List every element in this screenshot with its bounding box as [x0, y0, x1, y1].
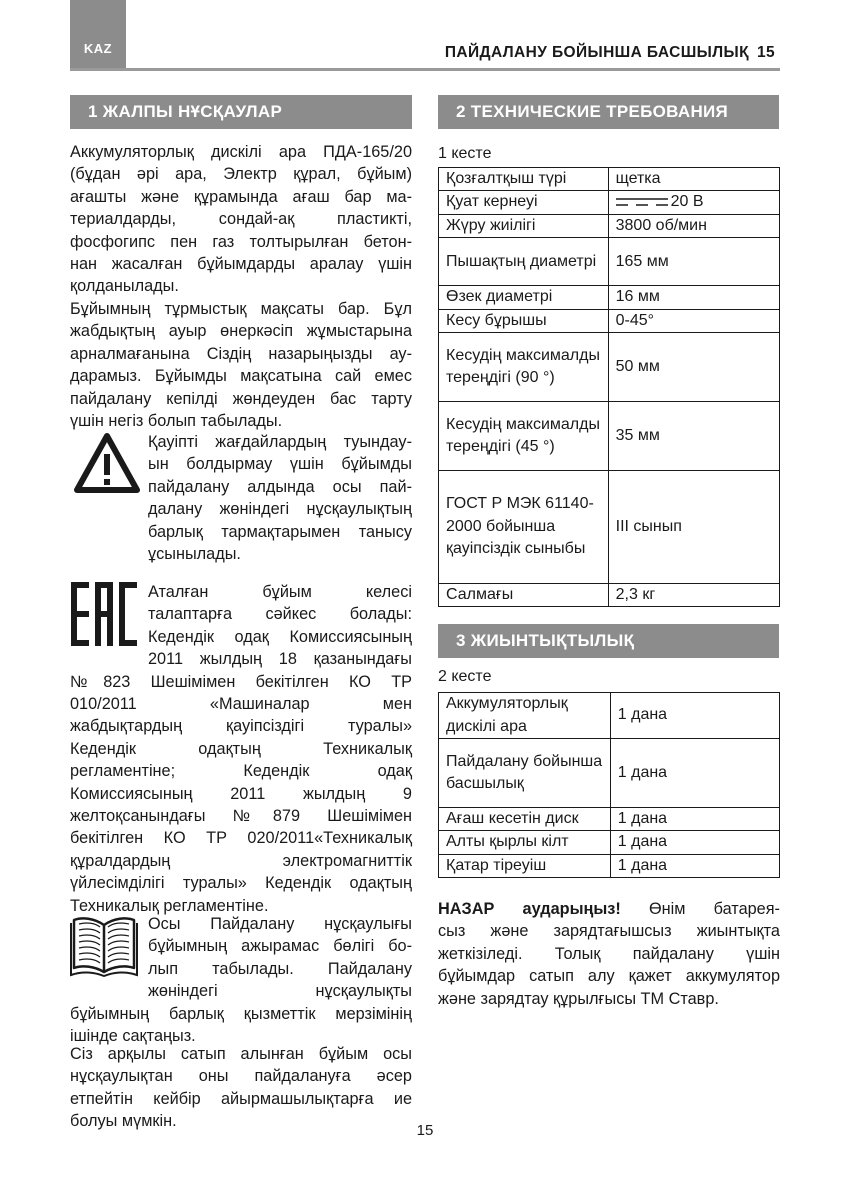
text-line: етпейтін кейбір айырмашылықтарға ие	[70, 1089, 412, 1108]
text-line: талаптарға сәйкес болады:	[148, 605, 412, 624]
qty-cell: 1 дана	[610, 854, 779, 877]
text-line: нұсқаулықтан оны пайдалануға әсер	[70, 1067, 412, 1086]
text-line: жеткізіледі. Толық пайдалану үшін	[438, 944, 780, 963]
attention-text: Өнім батарея-	[648, 900, 780, 918]
text-line: бұйымдар сатып алу қажет аккумулятор	[438, 967, 780, 986]
text-line: Кедендік одақтың Техникалық	[70, 739, 412, 758]
table-row	[439, 191, 780, 214]
param-cell: Пышақтың диаметрі	[439, 238, 609, 286]
text-line: ағашты және құрамында ағаш бар ма-	[70, 187, 412, 206]
item-cell: Аккумуляторлық дискілі ара	[439, 693, 611, 739]
page-header	[445, 44, 775, 62]
warning-triangle-icon	[73, 432, 141, 494]
param-cell: Салмағы	[439, 584, 609, 607]
language-tab	[70, 0, 126, 68]
text-line: үйлесімділігі туралы» Кедендік одақтың	[70, 874, 412, 893]
header-title: ПАЙДАЛАНУ БОЙЫНША БАСШЫЛЫҚ	[444, 44, 749, 61]
dc-voltage-icon	[616, 196, 668, 208]
text-line: жабдықтардың қауіпсіздігі туралы»	[70, 717, 412, 736]
value-cell: щетка	[608, 168, 779, 191]
tech-specs-table	[438, 167, 780, 607]
text-line	[438, 898, 780, 920]
item-cell: Қатар тіреуіш	[439, 854, 611, 877]
language-label: KAZ	[83, 41, 113, 56]
item-cell: Алты қырлы кілт	[439, 831, 611, 854]
text-line: Қауіпті жағдайлардың туындау-	[148, 433, 412, 451]
value-cell	[608, 191, 779, 214]
eac-paragraph-top	[148, 581, 412, 671]
qty-cell: 1 дана	[610, 693, 779, 739]
differences-paragraph	[70, 1043, 412, 1133]
text-line: жөніндегі нұсқаулықты	[148, 982, 412, 1001]
text-line: ұсынылады.	[148, 544, 241, 563]
text-line: барлық тармақтарымен танысу	[148, 522, 412, 541]
text-line: желтоқсанындағы №879 Шешімімен	[70, 806, 412, 825]
warning-paragraph	[148, 431, 412, 565]
text-line: (бұдан әрі ара, Электр құрал, бұйым)	[70, 165, 412, 184]
text-line: құралдардың электромагниттік	[70, 851, 412, 870]
table-row	[439, 402, 780, 471]
text-line: лып табылады. Пайдалану	[148, 959, 412, 978]
param-cell: Кесудің максималды тереңдігі (90 °)	[439, 333, 609, 402]
eac-mark-icon	[71, 582, 137, 646]
text-line: нан жасалған бұйымдарды аралау үшін	[70, 254, 412, 273]
text-line: Бұйымның тұрмыстық мақсаты бар. Бұл	[70, 300, 412, 318]
value-cell: III сынып	[608, 471, 779, 584]
table-row	[439, 854, 780, 877]
text-line: Техникалық регламентіне.	[70, 896, 269, 915]
qty-cell: 1 дана	[610, 739, 779, 808]
text-line: регламентіне; Кедендік одақ	[70, 762, 412, 781]
text-line: пайдалану алдында осы пай-	[148, 477, 412, 496]
value-cell: 0-45°	[608, 309, 779, 332]
text-line: териалдарды, сондай-ақ пластикті,	[70, 210, 412, 229]
text-line: арналмағанына Сіздің назарыңызды ау-	[70, 344, 412, 363]
page-number-footer: 15	[416, 1122, 434, 1139]
text-line: үшін негіз болып табылады.	[70, 411, 283, 430]
manual-paragraph-bottom	[70, 1003, 412, 1048]
header-divider	[70, 68, 780, 71]
intro-paragraph	[70, 141, 412, 298]
section-2-title: 2 ТЕХНИЧЕСКИЕ ТРЕБОВАНИЯ	[438, 95, 779, 129]
table-row	[439, 831, 780, 854]
param-cell: Өзек диаметрі	[439, 286, 609, 309]
table-row	[439, 168, 780, 191]
param-cell: Жүру жиілігі	[439, 214, 609, 237]
param-cell: Қозғалтқыш түрі	[439, 168, 609, 191]
table-row	[439, 808, 780, 831]
text-line: Кедендік одақ Комиссиясының	[148, 627, 412, 646]
param-cell: Кесудің максималды тереңдігі (45 °)	[439, 402, 609, 471]
value-cell: 50 мм	[608, 333, 779, 402]
value-cell: 165 мм	[608, 238, 779, 286]
table-row	[439, 584, 780, 607]
table-row	[439, 693, 780, 739]
text-line: бекітілген КО ТР 020/2011«Техникалық	[70, 829, 412, 848]
table-1-caption: 1 кесте	[438, 145, 492, 162]
text-line: бұйымның ажырамас бөлігі бо-	[148, 937, 412, 956]
text-line: жабдықтың ауыр өнеркәсіп жұмыстарына	[70, 322, 412, 341]
param-cell: Кесу бұрышы	[439, 309, 609, 332]
value-cell: 16 мм	[608, 286, 779, 309]
item-cell: Пайдалану бойынша басшылық	[439, 739, 611, 808]
qty-cell: 1 дана	[610, 831, 779, 854]
text-line: болуы мүмкін.	[70, 1112, 177, 1131]
open-book-icon	[70, 915, 138, 977]
value-cell: 2,3 кг	[608, 584, 779, 607]
text-line: 010/2011 «Машиналар мен	[70, 694, 412, 713]
table-row	[439, 309, 780, 332]
table-row	[439, 333, 780, 402]
table-row	[439, 214, 780, 237]
text-line: дарамыз. Бұйымды мақсатына сай емес	[70, 367, 412, 386]
text-line: пайдалану кепілді жөндеуден бас тарту	[70, 389, 412, 408]
attention-label: НАЗАР аударыңыз!	[438, 900, 621, 918]
table-2-caption: 2 кесте	[438, 668, 492, 685]
text-line: фосфогипс пен газ толтырылған бетон-	[70, 232, 412, 251]
value-cell: 3800 об/мин	[608, 214, 779, 237]
param-cell: Қуат кернеуі	[439, 191, 609, 214]
table-row	[439, 238, 780, 286]
text-line: ішінде сақтаңыз.	[70, 1026, 196, 1045]
text-line: Осы Пайдалану нұсқаулығы	[148, 915, 412, 933]
text-line: және зарядтау құрылғысы ТМ Ставр.	[438, 989, 719, 1008]
qty-cell: 1 дана	[610, 808, 779, 831]
text-line: №823 Шешімімен бекітілген КО ТР	[70, 672, 412, 691]
header-page-number: 15	[756, 44, 775, 61]
voltage-value: 20 В	[670, 193, 704, 211]
text-line: Комиссиясының 2011 жылдың 9	[70, 784, 412, 803]
text-line: бұйымның барлық қызметтік мерзімінің	[70, 1004, 412, 1023]
section-1-title: 1 ЖАЛПЫ НҰСҚАУЛАР	[70, 95, 412, 129]
table-row	[439, 471, 780, 584]
attention-paragraph	[438, 898, 780, 1010]
text-line: қолданылады.	[70, 277, 179, 296]
value-cell: 35 мм	[608, 402, 779, 471]
text-line: 2011 жылдың 18 қазанындағы	[148, 650, 412, 669]
manual-paragraph-top	[148, 913, 412, 1003]
param-cell: ГОСТ Р МЭК 61140-2000 бойынша қауіпсіздік сыныбы	[439, 471, 609, 584]
item-cell: Ағаш кесетін диск	[439, 808, 611, 831]
text-line: Аталған бұйым келесі	[148, 583, 412, 601]
text-line: Аккумуляторлық дискілі ара ПДА-165/20	[70, 143, 412, 161]
table-row	[439, 739, 780, 808]
eac-paragraph-bottom	[70, 671, 412, 917]
text-line: ын болдырмау үшін бұйымды	[148, 455, 412, 474]
purpose-paragraph	[70, 298, 412, 432]
text-line: сыз және зарядтағышсыз жиынтықта	[438, 922, 780, 941]
text-line: Сіз арқылы сатып алынған бұйым осы	[70, 1045, 412, 1063]
text-line: далану жөніндегі нұсқаулықтың	[148, 500, 412, 519]
section-3-title: 3 ЖИЫНТЫҚТЫЛЫҚ	[438, 624, 779, 658]
package-contents-table	[438, 692, 780, 878]
table-row	[439, 286, 780, 309]
